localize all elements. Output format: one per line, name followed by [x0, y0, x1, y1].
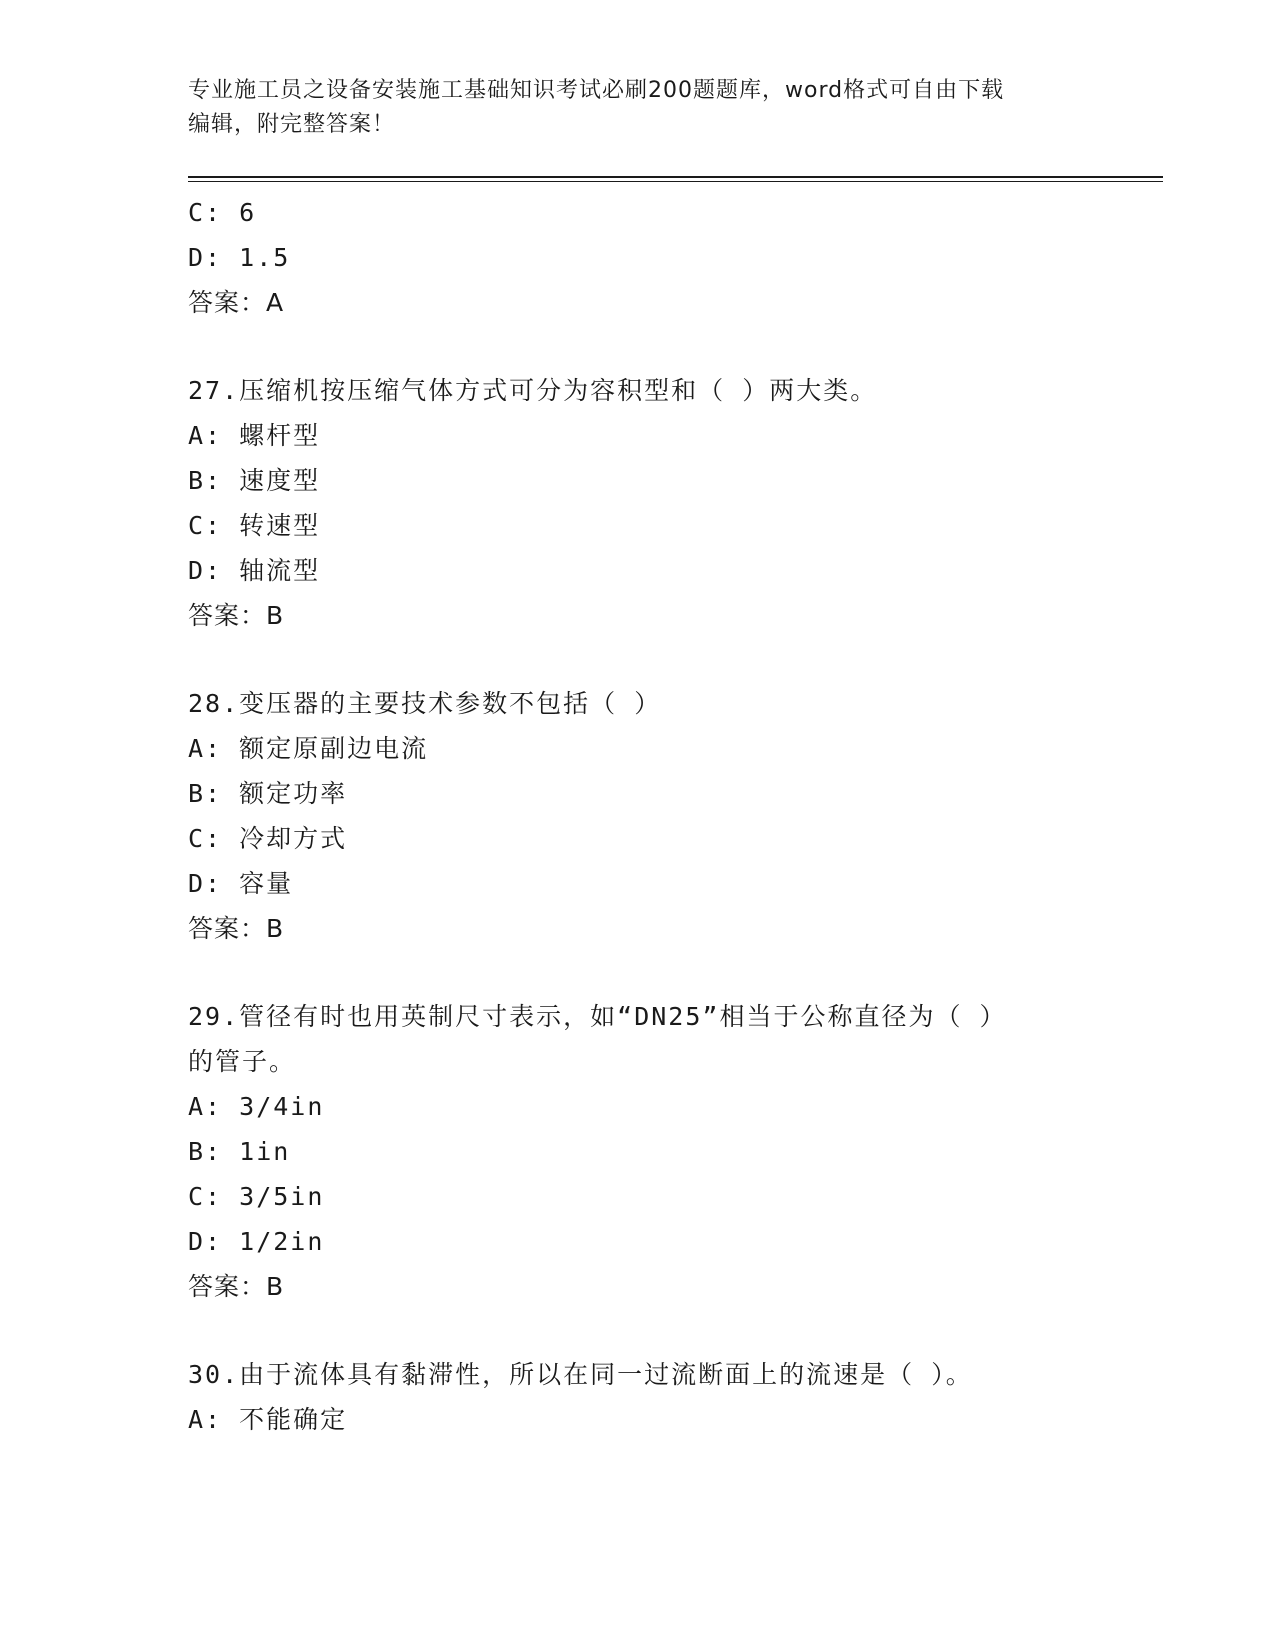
- option-c: C: 转速型: [188, 511, 321, 540]
- option-d: D: 1.5: [188, 243, 291, 272]
- document-header: [188, 74, 1088, 142]
- answer-line: 答案：B: [188, 914, 285, 943]
- option-b: B: 1in: [188, 1137, 291, 1166]
- header-divider-thin: [188, 181, 1163, 182]
- question-stem: 28.变压器的主要技术参数不包括（ ）: [188, 689, 662, 718]
- question-partial: [188, 190, 1088, 325]
- question-stem: 27.压缩机按压缩气体方式可分为容积型和（ ）两大类。: [188, 376, 878, 405]
- header-divider-thick: [188, 176, 1163, 178]
- answer-line: 答案：B: [188, 601, 285, 630]
- option-a: A: 额定原副边电流: [188, 734, 429, 763]
- option-a: A: 3/4in: [188, 1092, 325, 1121]
- option-c: C: 3/5in: [188, 1182, 325, 1211]
- question-27: [188, 368, 1088, 638]
- option-b: B: 额定功率: [188, 779, 348, 808]
- question-29: [188, 994, 1088, 1309]
- question-30: [188, 1352, 1088, 1442]
- question-stem-continued: 的管子。: [188, 1047, 297, 1076]
- question-stem: 30.由于流体具有黏滞性，所以在同一过流断面上的流速是（ ）。: [188, 1360, 973, 1389]
- option-d: D: 容量: [188, 869, 294, 898]
- option-c: C: 6: [188, 198, 257, 227]
- question-list: [188, 190, 1088, 1485]
- header-line-2: 编辑，附完整答案！: [188, 112, 396, 137]
- question-stem: 29.管径有时也用英制尺寸表示，如“DN25”相当于公称直径为（ ）: [188, 1002, 1007, 1031]
- option-a: A: 螺杆型: [188, 421, 321, 450]
- header-line-1: 专业施工员之设备安装施工基础知识考试必刷200题题库，word格式可自由下载: [188, 78, 1005, 103]
- answer-line: 答案：B: [188, 1272, 285, 1301]
- option-c: C: 冷却方式: [188, 824, 348, 853]
- option-d: D: 轴流型: [188, 556, 321, 585]
- option-d: D: 1/2in: [188, 1227, 325, 1256]
- option-b: B: 速度型: [188, 466, 321, 495]
- option-a: A: 不能确定: [188, 1405, 348, 1434]
- answer-line: 答案：A: [188, 288, 285, 317]
- question-28: [188, 681, 1088, 951]
